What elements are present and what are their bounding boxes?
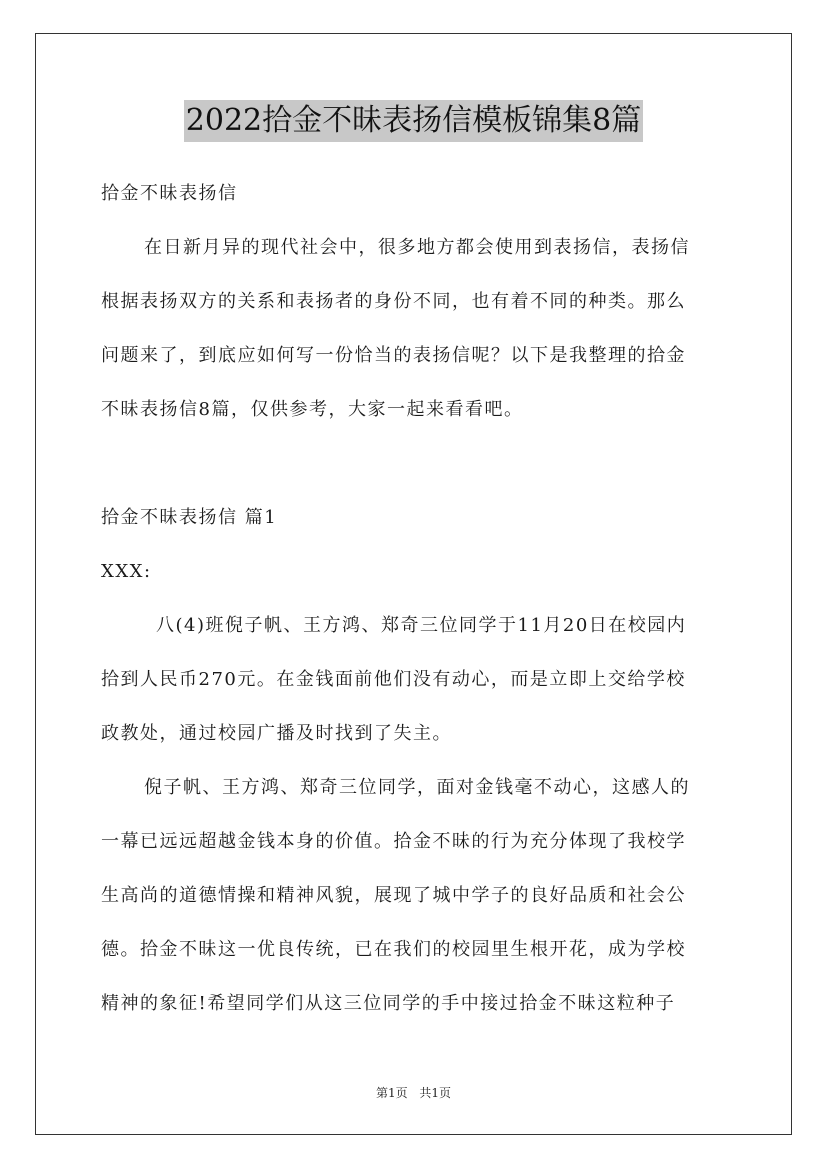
intro-line: 问题来了，到底应如何写一份恰当的表扬信呢？以下是我整理的拾金 — [101, 345, 686, 366]
document-title: 2022拾金不昧表扬信模板锦集8篇 — [184, 100, 643, 142]
salutation: XXX: — [101, 561, 152, 582]
para1-line: 八(4)班倪子帆、王方鸿、郑奇三位同学于11月20日在校园内 — [156, 615, 687, 636]
page-footer — [0, 1084, 827, 1101]
intro-line: 根据表扬双方的关系和表扬者的身份不同，也有着不同的种类。那么 — [101, 291, 686, 312]
page-total: 共1页 — [419, 1086, 452, 1100]
page-number: 第1页 — [375, 1086, 408, 1100]
document-body — [101, 176, 731, 1040]
para2-line: 倪子帆、王方鸿、郑奇三位同学，面对金钱毫不动心，这感人的 — [144, 777, 690, 798]
spacer — [101, 446, 731, 500]
intro-line: 在日新月异的现代社会中，很多地方都会使用到表扬信，表扬信 — [144, 237, 690, 258]
para2-line: 精神的象征!希望同学们从这三位同学的手中接过拾金不昧这粒种子 — [101, 993, 676, 1014]
para2-line: 德。拾金不昧这一优良传统，已在我们的校园里生根开花，成为学校 — [101, 939, 686, 960]
para2-line: 生高尚的道德情操和精神风貌，展现了城中学子的良好品质和社会公 — [101, 885, 686, 906]
section-heading: 拾金不昧表扬信 篇1 — [101, 507, 278, 528]
para1-line: 拾到人民币270元。在金钱面前他们没有动心，而是立即上交给学校 — [101, 669, 686, 690]
title-area — [0, 100, 827, 142]
para2-line: 一幕已远远超越金钱本身的价值。拾金不昧的行为充分体现了我校学 — [101, 831, 686, 852]
document-heading: 拾金不昧表扬信 — [101, 183, 238, 204]
intro-line: 不昧表扬信8篇，仅供参考，大家一起来看看吧。 — [101, 399, 524, 420]
para1-line: 政教处，通过校园广播及时找到了失主。 — [101, 723, 452, 744]
